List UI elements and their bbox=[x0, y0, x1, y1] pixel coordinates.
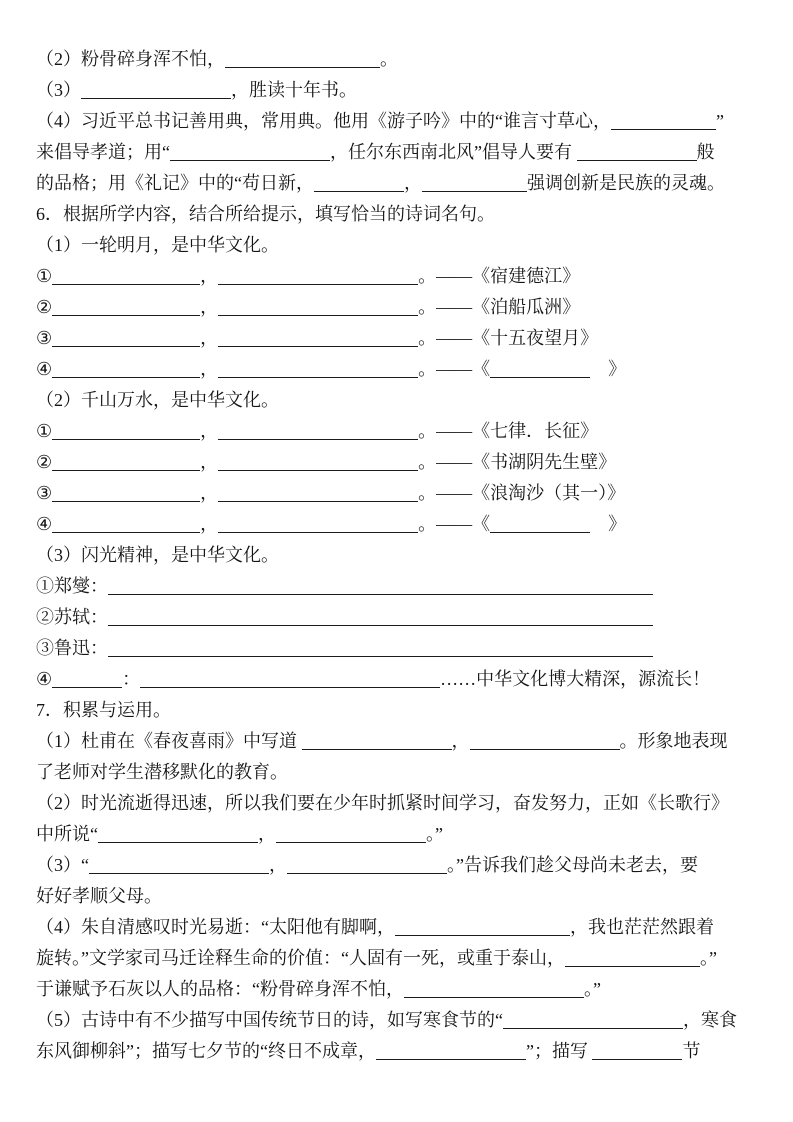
text-run: ， bbox=[258, 824, 276, 844]
text-run: 。——《十五夜望月》 bbox=[418, 328, 599, 348]
text-run: 来倡导孝道；用“ bbox=[36, 142, 170, 162]
text-run: （1）一轮明月，是中华文化。 bbox=[36, 235, 279, 255]
document-line bbox=[36, 819, 773, 850]
text-run: ” bbox=[716, 111, 724, 131]
document-line bbox=[36, 943, 773, 974]
fill-in-blank bbox=[404, 983, 584, 998]
document-line bbox=[36, 168, 773, 199]
text-run: ， bbox=[451, 731, 470, 751]
document-line bbox=[36, 695, 773, 726]
text-run: 旋转。”文学家司马迁诠释生命的价值：“人固有一死，或重于泰山， bbox=[36, 948, 565, 968]
text-run: 节 bbox=[682, 1041, 701, 1061]
fill-in-blank bbox=[81, 84, 231, 99]
fill-in-blank bbox=[98, 828, 258, 843]
fill-in-blank bbox=[611, 115, 716, 130]
text-run: ④ bbox=[36, 514, 53, 534]
document-line bbox=[36, 912, 773, 943]
fill-in-blank bbox=[108, 642, 653, 657]
document-line bbox=[36, 509, 773, 540]
fill-in-blank bbox=[225, 53, 380, 68]
fill-in-blank bbox=[422, 177, 527, 192]
text-run: 。” bbox=[426, 824, 443, 844]
fill-in-blank bbox=[89, 859, 269, 874]
text-run: 好好孝顺父母。 bbox=[36, 886, 162, 906]
text-run: ， bbox=[200, 514, 219, 534]
text-run: ， bbox=[200, 266, 219, 286]
text-run: ③ bbox=[36, 328, 53, 348]
document-line bbox=[36, 292, 773, 323]
text-run: ③鲁迅： bbox=[36, 638, 108, 658]
text-run: ① bbox=[36, 421, 53, 441]
fill-in-blank bbox=[170, 146, 330, 161]
text-run: ③ bbox=[36, 483, 53, 503]
fill-in-blank bbox=[565, 952, 700, 967]
text-run: 。——《 bbox=[418, 359, 491, 379]
text-run: （3）闪光精神，是中华文化。 bbox=[36, 545, 279, 565]
fill-in-blank bbox=[503, 1014, 683, 1029]
fill-in-blank bbox=[52, 518, 200, 533]
document-line bbox=[36, 44, 773, 75]
fill-in-blank bbox=[52, 456, 200, 471]
document-line bbox=[36, 881, 773, 912]
fill-in-blank bbox=[218, 456, 418, 471]
text-run: ①郑燮： bbox=[36, 576, 108, 596]
document-line bbox=[36, 478, 773, 509]
fill-in-blank bbox=[218, 487, 418, 502]
text-run: ② bbox=[36, 297, 53, 317]
text-run: 的品格；用《礼记》中的“苟日新， bbox=[36, 173, 314, 193]
fill-in-blank bbox=[140, 673, 440, 688]
document-line bbox=[36, 850, 773, 881]
text-run: ， bbox=[200, 483, 219, 503]
text-run: 东风御柳斜”；描写七夕节的“终日不成章， bbox=[36, 1041, 376, 1061]
fill-in-blank bbox=[376, 1045, 526, 1060]
fill-in-blank bbox=[108, 611, 653, 626]
text-run: ， bbox=[200, 297, 219, 317]
text-run: 强调创新是民族的灵魂。 bbox=[527, 173, 725, 193]
text-run: ， bbox=[200, 328, 219, 348]
document-line bbox=[36, 137, 773, 168]
text-run: ， bbox=[200, 421, 219, 441]
text-run: 7．积累与运用。 bbox=[36, 700, 171, 720]
document-line bbox=[36, 354, 773, 385]
document-line bbox=[36, 199, 773, 230]
fill-in-blank bbox=[218, 363, 418, 378]
document-line bbox=[36, 757, 773, 788]
document-line bbox=[36, 75, 773, 106]
text-run: ， bbox=[269, 855, 287, 875]
document-line bbox=[36, 230, 773, 261]
fill-in-blank bbox=[287, 859, 447, 874]
text-run: ： bbox=[122, 669, 141, 689]
text-run: （4）习近平总书记善用典，常用典。他用《游子吟》中的“谁言寸草心， bbox=[36, 111, 611, 131]
fill-in-blank bbox=[302, 735, 452, 750]
fill-in-blank bbox=[52, 425, 200, 440]
document-line bbox=[36, 974, 773, 1005]
text-run: （3）“ bbox=[36, 855, 89, 875]
text-run: ④ bbox=[36, 669, 53, 689]
text-run: 般 bbox=[696, 142, 715, 162]
text-run: ， bbox=[200, 359, 219, 379]
text-run: （3） bbox=[36, 80, 81, 100]
text-run: ，我也茫茫然跟着 bbox=[570, 917, 714, 937]
text-run: （5）古诗中有不少描写中国传统节日的诗，如写寒食节的“ bbox=[36, 1010, 503, 1030]
fill-in-blank bbox=[490, 363, 590, 378]
text-run: ，胜读十年书。 bbox=[231, 80, 357, 100]
text-run: 。——《七律．长征》 bbox=[418, 421, 599, 441]
text-run: 。” bbox=[584, 979, 601, 999]
fill-in-blank bbox=[52, 332, 200, 347]
fill-in-blank bbox=[592, 1045, 682, 1060]
document-line bbox=[36, 726, 773, 757]
fill-in-blank bbox=[52, 673, 122, 688]
text-run: ④ bbox=[36, 359, 53, 379]
fill-in-blank bbox=[276, 828, 426, 843]
document-line bbox=[36, 261, 773, 292]
text-run: ， bbox=[404, 173, 422, 193]
text-run: （2）时光流逝得迅速，所以我们要在少年时抓紧时间学习，奋发努力，正如《长歌行》 bbox=[36, 793, 729, 813]
text-run: （2）粉骨碎身浑不怕， bbox=[36, 49, 225, 69]
document-line bbox=[36, 1005, 773, 1036]
document-line bbox=[36, 602, 773, 633]
text-run: ，寒食 bbox=[683, 1010, 737, 1030]
fill-in-blank bbox=[218, 425, 418, 440]
document-line bbox=[36, 323, 773, 354]
document-line bbox=[36, 447, 773, 478]
document-line bbox=[36, 1036, 773, 1067]
document-line bbox=[36, 385, 773, 416]
text-run: 了老师对学生潜移默化的教育。 bbox=[36, 762, 288, 782]
text-run: ② bbox=[36, 452, 53, 472]
text-run: 中所说“ bbox=[36, 824, 98, 844]
document-line bbox=[36, 633, 773, 664]
fill-in-blank bbox=[108, 580, 653, 595]
fill-in-blank bbox=[577, 146, 697, 161]
text-run: 》 bbox=[590, 359, 627, 379]
text-run: （1）杜甫在《春夜喜雨》中写道 bbox=[36, 731, 302, 751]
fill-in-blank bbox=[470, 735, 620, 750]
text-run: 。——《 bbox=[418, 514, 491, 534]
fill-in-blank bbox=[218, 332, 418, 347]
document-line bbox=[36, 540, 773, 571]
text-run: 》 bbox=[590, 514, 627, 534]
document-line bbox=[36, 106, 773, 137]
text-run: 。——《泊船瓜洲》 bbox=[418, 297, 581, 317]
fill-in-blank bbox=[218, 518, 418, 533]
text-run: 于谦赋予石灰以人的品格：“粉骨碎身浑不怕， bbox=[36, 979, 404, 999]
fill-in-blank bbox=[490, 518, 590, 533]
text-run: 。形象地表现 bbox=[619, 731, 728, 751]
fill-in-blank bbox=[52, 301, 200, 316]
text-run: ……中华文化博大精深，源流长！ bbox=[440, 669, 711, 689]
document-line bbox=[36, 416, 773, 447]
document-line bbox=[36, 788, 773, 819]
text-run: ②苏轼： bbox=[36, 607, 108, 627]
text-run: ，任尔东西南北风”倡导人要有 bbox=[330, 142, 577, 162]
text-run: 。 bbox=[380, 49, 398, 69]
fill-in-blank bbox=[52, 363, 200, 378]
text-run: 。” bbox=[699, 948, 717, 968]
fill-in-blank bbox=[52, 487, 200, 502]
fill-in-blank bbox=[52, 270, 200, 285]
fill-in-blank bbox=[218, 301, 418, 316]
text-run: ”；描写 bbox=[525, 1041, 593, 1061]
text-run: （4）朱自清感叹时光易逝：“太阳他有脚啊， bbox=[36, 917, 395, 937]
text-run: 。——《宿建德江》 bbox=[418, 266, 581, 286]
fill-in-blank bbox=[218, 270, 418, 285]
text-run: 6．根据所学内容，结合所给提示，填写恰当的诗词名句。 bbox=[36, 204, 495, 224]
text-run: （2）千山万水，是中华文化。 bbox=[36, 390, 279, 410]
text-run: 。”告诉我们趁父母尚未老去，要 bbox=[447, 855, 698, 875]
fill-in-blank bbox=[314, 177, 404, 192]
text-run: 。——《浪淘沙（其一）》 bbox=[418, 483, 626, 503]
text-run: ① bbox=[36, 266, 53, 286]
document-line bbox=[36, 664, 773, 695]
document-line bbox=[36, 571, 773, 602]
text-run: 。——《书湖阴先生壁》 bbox=[418, 452, 617, 472]
fill-in-blank bbox=[395, 921, 570, 936]
text-run: ， bbox=[200, 452, 219, 472]
